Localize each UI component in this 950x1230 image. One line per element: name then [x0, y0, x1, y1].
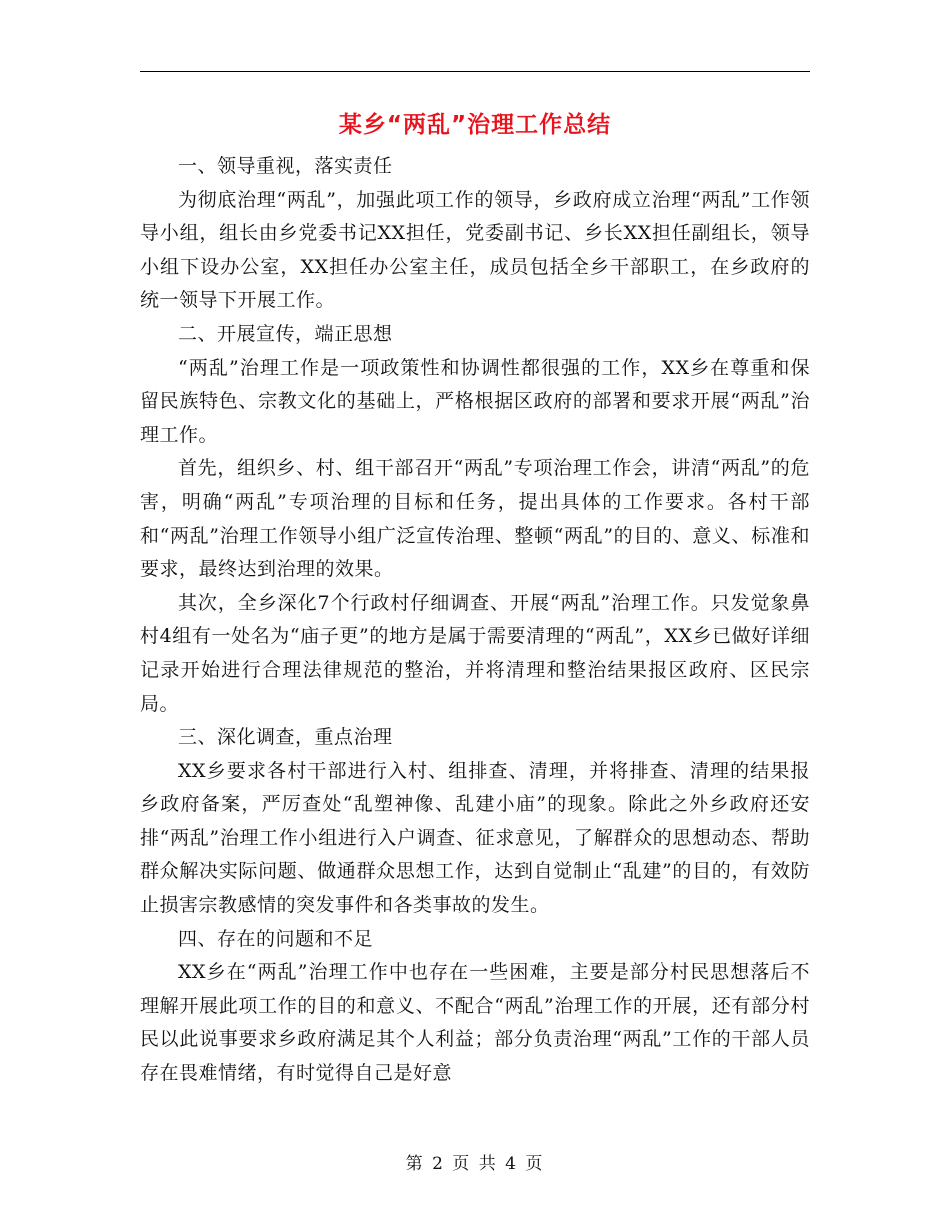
paragraph: XX乡在“两乱”治理工作中也存在一些困难，主要是部分村民思想落后不理解开展此项工作的目的和意义、不配合“两乱”治理工作的开展，还有部分村民以此说事要求乡政府满足其个人利益；部分负责治理“两乱”工作的干部人员存在畏难情绪，有时觉得自己是好意: [140, 961, 810, 1085]
document-title: 某乡“两乱”治理工作总结: [338, 112, 612, 138]
paragraph: 首先，组织乡、村、组干部召开“两乱”专项治理工作会，讲清“两乱”的危害，明确“两乱”专项治理的目标和任务，提出具体的工作要求。各村干部和“两乱”治理工作领导小组广泛宣传治理、整顿“两乱”的目的、意义、标准和要求，最终达到治理的效果。: [140, 457, 810, 581]
header-rule: [140, 71, 810, 72]
paragraph: “两乱”治理工作是一项政策性和协调性都很强的工作，XX乡在尊重和保留民族特色、宗教文化的基础上，严格根据区政府的部署和要求开展“两乱”治理工作。: [140, 356, 810, 446]
document-body: [140, 150, 810, 1091]
page-number: 第 2 页 共 4 页: [405, 1154, 545, 1174]
section-heading-2: 二、开展宣传，端正思想: [178, 322, 393, 345]
paragraph: 其次，全乡深化7个行政村仔细调查、开展“两乱”治理工作。只发觉象鼻村4组有一处名为“庙子更”的地方是属于需要清理的“两乱”，XX乡已做好详细记录开始进行合理法律规范的整治，并将清理和整治结果报区政府、区民宗局。: [140, 591, 810, 715]
section-heading-4: 四、存在的问题和不足: [178, 927, 374, 950]
paragraph: XX乡要求各村干部进行入村、组排查、清理，并将排查、清理的结果报乡政府备案，严厉查处“乱塑神像、乱建小庙”的现象。除此之外乡政府还安排“两乱”治理工作小组进行入户调查、征求意见，了解群众的思想动态、帮助群众解决实际问题、做通群众思想工作，达到自觉制止“乱建”的目的，有效防止损害宗教感情的突发事件和各类事故的发生。: [140, 759, 810, 917]
paragraph: 为彻底治理“两乱”，加强此项工作的领导，乡政府成立治理“两乱”工作领导小组，组长由乡党委书记XX担任，党委副书记、乡长XX担任副组长，领导小组下设办公室，XX担任办公室主任，成员包括全乡干部职工，在乡政府的统一领导下开展工作。: [140, 188, 810, 312]
section-heading-3: 三、深化调查，重点治理: [178, 726, 393, 749]
section-heading-1: 一、领导重视，落实责任: [178, 155, 393, 177]
